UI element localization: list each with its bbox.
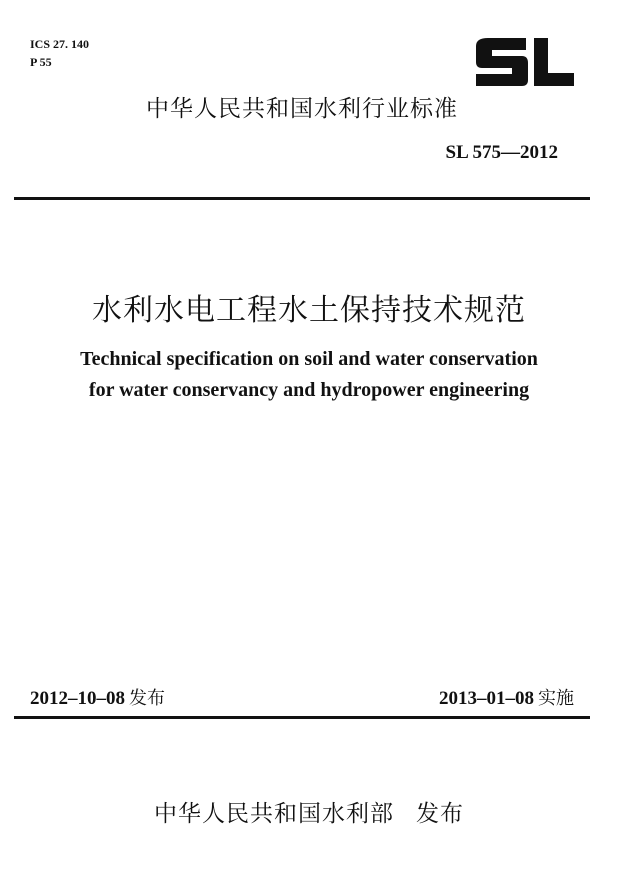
implementation-date-block bbox=[439, 684, 574, 710]
bottom-divider bbox=[14, 716, 590, 719]
standard-code: SL 575—2012 bbox=[445, 142, 558, 163]
sl-logo-letter-s bbox=[476, 38, 528, 86]
publisher-line bbox=[0, 795, 618, 828]
sl-logo bbox=[474, 36, 576, 88]
standard-type bbox=[0, 90, 618, 123]
issue-label: 发布 bbox=[129, 688, 165, 709]
issue-date-block bbox=[30, 684, 165, 710]
top-divider bbox=[14, 197, 590, 200]
publisher-action: 发布 bbox=[416, 801, 464, 827]
sl-logo-letter-l bbox=[534, 38, 574, 86]
publisher-name: 中华人民共和国水利部 bbox=[154, 801, 394, 827]
title-chinese: 水利水电工程水土保持技术规范 bbox=[92, 293, 526, 328]
implementation-date: 2013–01–08 bbox=[439, 688, 534, 709]
implementation-label: 实施 bbox=[538, 688, 574, 709]
standard-type-text: 中华人民共和国水利行业标准 bbox=[146, 96, 458, 122]
ics-code: ICS 27. 140 bbox=[30, 37, 90, 51]
title-english-line-2: for water conservancy and hydropower engineering bbox=[88, 379, 530, 401]
ccs-code: P 55 bbox=[30, 55, 52, 69]
classification-codes bbox=[30, 35, 89, 71]
title-english-line-1: Technical specification on soil and water conservation bbox=[80, 348, 538, 370]
title-english bbox=[0, 344, 618, 406]
issue-date: 2012–10–08 bbox=[30, 688, 125, 709]
